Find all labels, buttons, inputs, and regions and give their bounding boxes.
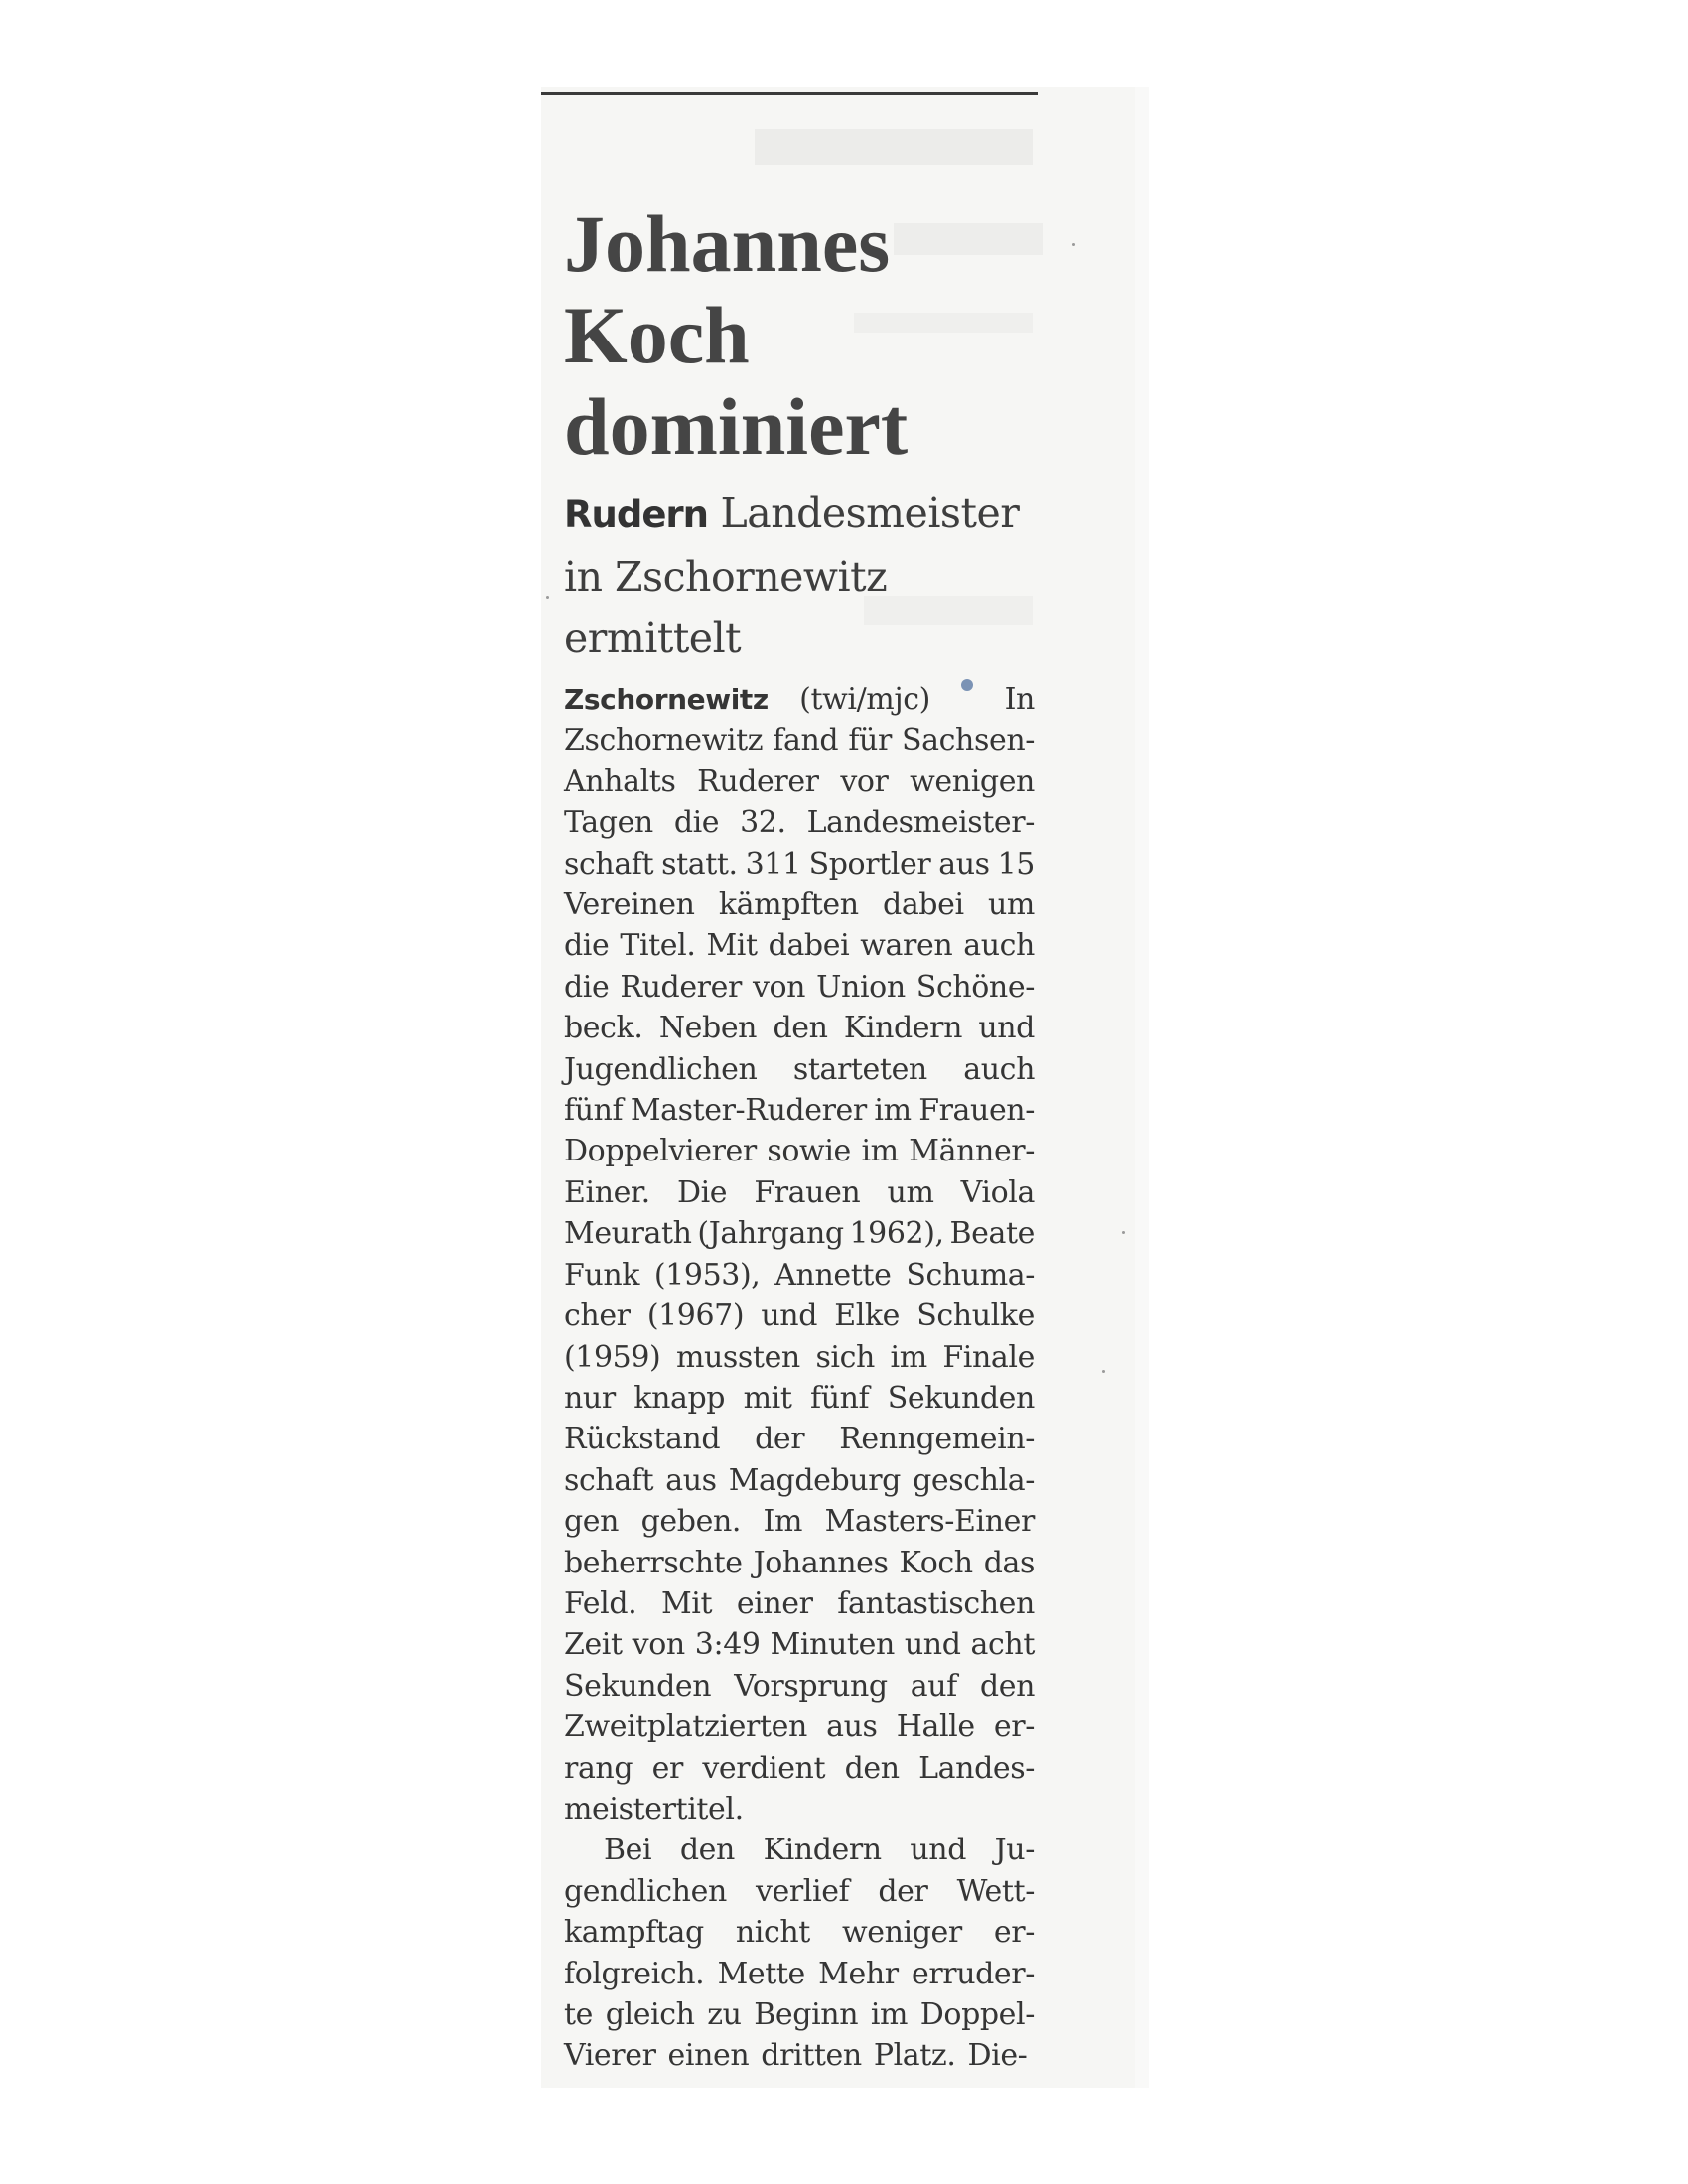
clipping-edge: [1135, 87, 1149, 2088]
body-line: [564, 761, 1035, 802]
body-word: den: [979, 1668, 1035, 1704]
body-word: den: [679, 1833, 735, 1868]
body-word: aus: [826, 1709, 878, 1745]
body-word: Platz.: [873, 2038, 956, 2074]
body-word: Mit: [660, 1585, 713, 1621]
body-word: gleich: [605, 1997, 695, 2032]
body-word: Minuten: [770, 1627, 895, 1663]
body-word: Frauen-: [918, 1093, 1035, 1129]
body-word: im: [870, 1997, 909, 2032]
body-word: einen: [667, 2038, 750, 2074]
body-word: In: [1004, 682, 1035, 717]
body-word: sich: [815, 1339, 875, 1375]
body-word: Masters-Einer: [824, 1504, 1035, 1540]
body-word: fünf: [810, 1380, 870, 1416]
body-word: Tagen: [564, 805, 653, 841]
body-word: Halle: [896, 1709, 975, 1745]
body-line: [564, 1912, 1035, 1953]
body-line: [564, 802, 1035, 843]
body-line: [564, 1748, 1035, 1789]
speck: [1072, 243, 1075, 246]
body-word: schaft: [564, 846, 654, 882]
body-word: (Jahrgang: [697, 1216, 844, 1252]
body-word: (1967): [646, 1298, 745, 1334]
body-word: verdient: [702, 1750, 826, 1786]
body-word: aus: [665, 1462, 717, 1498]
body-word: 32.: [740, 805, 786, 841]
dateline-agency: (twi/mjc): [799, 682, 930, 717]
body-word: dabei: [768, 928, 850, 964]
body-word: weniger: [842, 1915, 962, 1951]
body-word: im: [861, 1134, 899, 1169]
body-line: [564, 1460, 1035, 1501]
body-line: [564, 1378, 1035, 1419]
body-word: Männer-: [909, 1134, 1035, 1169]
body-line: [564, 1049, 1035, 1090]
body-word: 311: [745, 846, 801, 882]
body-word: Funk: [564, 1257, 640, 1293]
body-line: [564, 1213, 1035, 1254]
body-word: Doppel-: [919, 1997, 1035, 2032]
separator-dot-icon: [961, 679, 973, 691]
body-word: Magdeburg: [728, 1462, 901, 1498]
body-word: er: [651, 1750, 683, 1786]
body-word: auf: [910, 1668, 957, 1704]
headline-line: Koch: [564, 290, 750, 380]
body-word: Mehr: [818, 1956, 899, 1991]
body-word: dabei: [883, 887, 964, 923]
body-line: [564, 1624, 1035, 1665]
body-word: für: [848, 723, 892, 758]
body-line: [564, 1954, 1035, 1994]
body-line: [564, 1008, 1035, 1048]
body-word: geschla-: [913, 1462, 1035, 1498]
body-word: Schulke: [916, 1298, 1035, 1334]
body-word: Vierer: [564, 2038, 656, 2074]
body-word: Elke: [834, 1298, 901, 1334]
body-word: Im: [763, 1504, 803, 1540]
body-word: Rückstand: [564, 1422, 721, 1457]
body-word: fantastischen: [837, 1585, 1035, 1621]
body-word: Sekunden: [887, 1380, 1035, 1416]
body-word: dritten: [761, 2038, 862, 2074]
speck: [546, 596, 549, 599]
body-word: fand: [773, 723, 839, 758]
body-word: Titel.: [620, 928, 696, 964]
headline: [564, 199, 1035, 473]
body-word: auch: [963, 928, 1035, 964]
body-word: Sekunden: [564, 1668, 712, 1704]
body-word: Kindern: [763, 1833, 882, 1868]
body-word: statt.: [661, 846, 738, 882]
body-line: [564, 1090, 1035, 1131]
body-line: [564, 1172, 1035, 1213]
body-word: Kindern: [843, 1011, 963, 1046]
body-word: und: [910, 1833, 967, 1868]
body-word: Mette: [717, 1956, 805, 1991]
body-word: mit: [743, 1380, 792, 1416]
body-line: [564, 1543, 1035, 1583]
body-word: acht: [970, 1627, 1035, 1663]
dateline-place: Zschornewitz: [564, 683, 769, 716]
body-word: (1953),: [653, 1257, 761, 1293]
body-word: knapp: [633, 1380, 726, 1416]
body-word: Jugendlichen: [564, 1051, 758, 1087]
bleed-through-block: [755, 129, 1033, 165]
body-line: [564, 1419, 1035, 1459]
paragraph-1: [564, 720, 1035, 1830]
top-rule: [541, 92, 1038, 95]
body-word: und: [761, 1298, 818, 1334]
body-word: cher: [564, 1298, 631, 1334]
body-word: sowie: [767, 1134, 851, 1169]
subhead-line: [564, 482, 1035, 546]
body-word: Sachsen-: [902, 723, 1035, 758]
body-line: [564, 1830, 1035, 1870]
body-word: Ruderer: [620, 969, 742, 1005]
headline-line: Johannes: [564, 199, 891, 289]
body-word: gen: [564, 1504, 620, 1540]
body-word: im: [874, 1093, 912, 1129]
body-word: den: [844, 1750, 900, 1786]
body-word: waren: [860, 928, 953, 964]
body-word: Zweitplatzierten: [564, 1709, 807, 1745]
body-word: um: [988, 887, 1035, 923]
body-line: [564, 1501, 1035, 1542]
article-body: [564, 679, 1035, 2077]
body-word: starteten: [792, 1051, 927, 1087]
body-line-dateline: [564, 679, 1035, 720]
body-line: [564, 2035, 1035, 2076]
body-word: Zschornewitz: [564, 723, 764, 758]
subhead-line: in Zschornewitz: [564, 553, 888, 601]
body-word: einer: [736, 1585, 813, 1621]
body-line: [564, 720, 1035, 760]
body-word: meistertitel.: [564, 1791, 744, 1827]
body-word: gendlichen: [564, 1873, 727, 1909]
body-word: und: [904, 1627, 961, 1663]
body-word: Johannes: [753, 1545, 889, 1580]
body-line: [564, 1255, 1035, 1296]
body-word: im: [890, 1339, 927, 1375]
body-word: Bei: [604, 1833, 652, 1868]
speck: [1122, 1231, 1125, 1234]
body-word: er-: [993, 1915, 1035, 1951]
body-word: Die-: [967, 2038, 1028, 2074]
body-word: Doppelvierer: [564, 1134, 757, 1169]
body-word: beck.: [564, 1011, 643, 1046]
body-word: zu: [707, 1997, 742, 2032]
body-word: Schuma-: [906, 1257, 1035, 1293]
body-line: [564, 1706, 1035, 1747]
body-word: 1962),: [849, 1216, 944, 1252]
body-word: wenigen: [910, 763, 1035, 799]
body-word: Union: [816, 969, 906, 1005]
body-word: mussten: [675, 1339, 800, 1375]
body-word: erruder-: [911, 1956, 1035, 1991]
body-word: den: [773, 1011, 828, 1046]
body-word: auch: [963, 1051, 1035, 1087]
body-line: [564, 1337, 1035, 1378]
body-word: geben.: [640, 1504, 741, 1540]
body-word: Ruderer: [697, 763, 819, 799]
body-word: Ju-: [994, 1833, 1035, 1868]
body-word: Feld.: [564, 1585, 637, 1621]
body-word: folgreich.: [564, 1956, 705, 1991]
body-word: das: [983, 1545, 1035, 1580]
body-word: kampftag: [564, 1915, 704, 1951]
body-line: [564, 1871, 1035, 1912]
speck: [1102, 1370, 1105, 1373]
body-word: Beginn: [754, 1997, 859, 2032]
body-word: verlief: [755, 1873, 850, 1909]
body-word: Meurath: [564, 1216, 692, 1252]
body-word: Einer.: [564, 1174, 650, 1210]
body-line: [564, 967, 1035, 1008]
body-line: [564, 1789, 1035, 1830]
subhead-line: ermittelt: [564, 614, 742, 662]
body-word: von: [632, 1627, 685, 1663]
body-word: 15: [997, 846, 1035, 882]
body-word: kämpften: [718, 887, 859, 923]
news-article: [564, 199, 1035, 2077]
body-word: beherrschte: [564, 1545, 743, 1580]
body-line: [564, 885, 1035, 925]
body-word: vor: [840, 763, 889, 799]
body-word: Koch: [899, 1545, 973, 1580]
body-line: [564, 1583, 1035, 1624]
body-word: und: [978, 1011, 1035, 1046]
body-word: der: [878, 1873, 928, 1909]
body-word: Sportler: [808, 846, 931, 882]
body-word: Vorsprung: [734, 1668, 888, 1704]
body-word: Vereinen: [564, 887, 695, 923]
body-word: Neben: [658, 1011, 758, 1046]
body-word: Viola: [960, 1174, 1035, 1210]
body-line: [564, 1131, 1035, 1171]
body-word: Frauen: [754, 1174, 861, 1210]
body-word: Renngemein-: [839, 1422, 1035, 1457]
body-word: Annette: [774, 1257, 892, 1293]
kicker: Rudern: [564, 493, 708, 536]
body-word: Master-Ruderer: [630, 1093, 867, 1129]
body-word: Beate: [949, 1216, 1035, 1252]
paragraph-2: [564, 1830, 1035, 2076]
subhead-text: Landesmeister: [720, 489, 1020, 537]
body-word: die: [564, 928, 610, 964]
body-word: Zeit: [564, 1627, 623, 1663]
body-word: nicht: [735, 1915, 810, 1951]
body-word: schaft: [564, 1462, 654, 1498]
body-word: nur: [564, 1380, 616, 1416]
body-line: [564, 844, 1035, 885]
subheadline: [564, 482, 1035, 669]
body-line: [564, 1994, 1035, 2035]
body-word: um: [887, 1174, 934, 1210]
body-word: rang: [564, 1750, 633, 1786]
body-word: fünf: [564, 1093, 624, 1129]
body-word: (1959): [564, 1339, 661, 1375]
body-word: der: [755, 1422, 805, 1457]
body-word: aus: [938, 846, 990, 882]
body-line: [564, 1666, 1035, 1706]
headline-line: dominiert: [564, 381, 909, 472]
body-line: [564, 1296, 1035, 1336]
body-word: Landes-: [918, 1750, 1035, 1786]
body-word: von: [752, 969, 806, 1005]
body-word: Die: [676, 1174, 728, 1210]
body-word: Wett-: [956, 1873, 1035, 1909]
body-word: Finale: [942, 1339, 1035, 1375]
body-word: die: [564, 969, 610, 1005]
body-word: Schöne-: [915, 969, 1035, 1005]
body-word: er-: [993, 1709, 1035, 1745]
body-word: Anhalts: [564, 763, 676, 799]
body-word: Mit: [706, 928, 758, 964]
body-line: [564, 925, 1035, 966]
body-word: 3:49: [694, 1627, 761, 1663]
body-word: Landesmeister-: [806, 805, 1035, 841]
body-word: te: [564, 1997, 594, 2032]
body-word: die: [673, 805, 720, 841]
